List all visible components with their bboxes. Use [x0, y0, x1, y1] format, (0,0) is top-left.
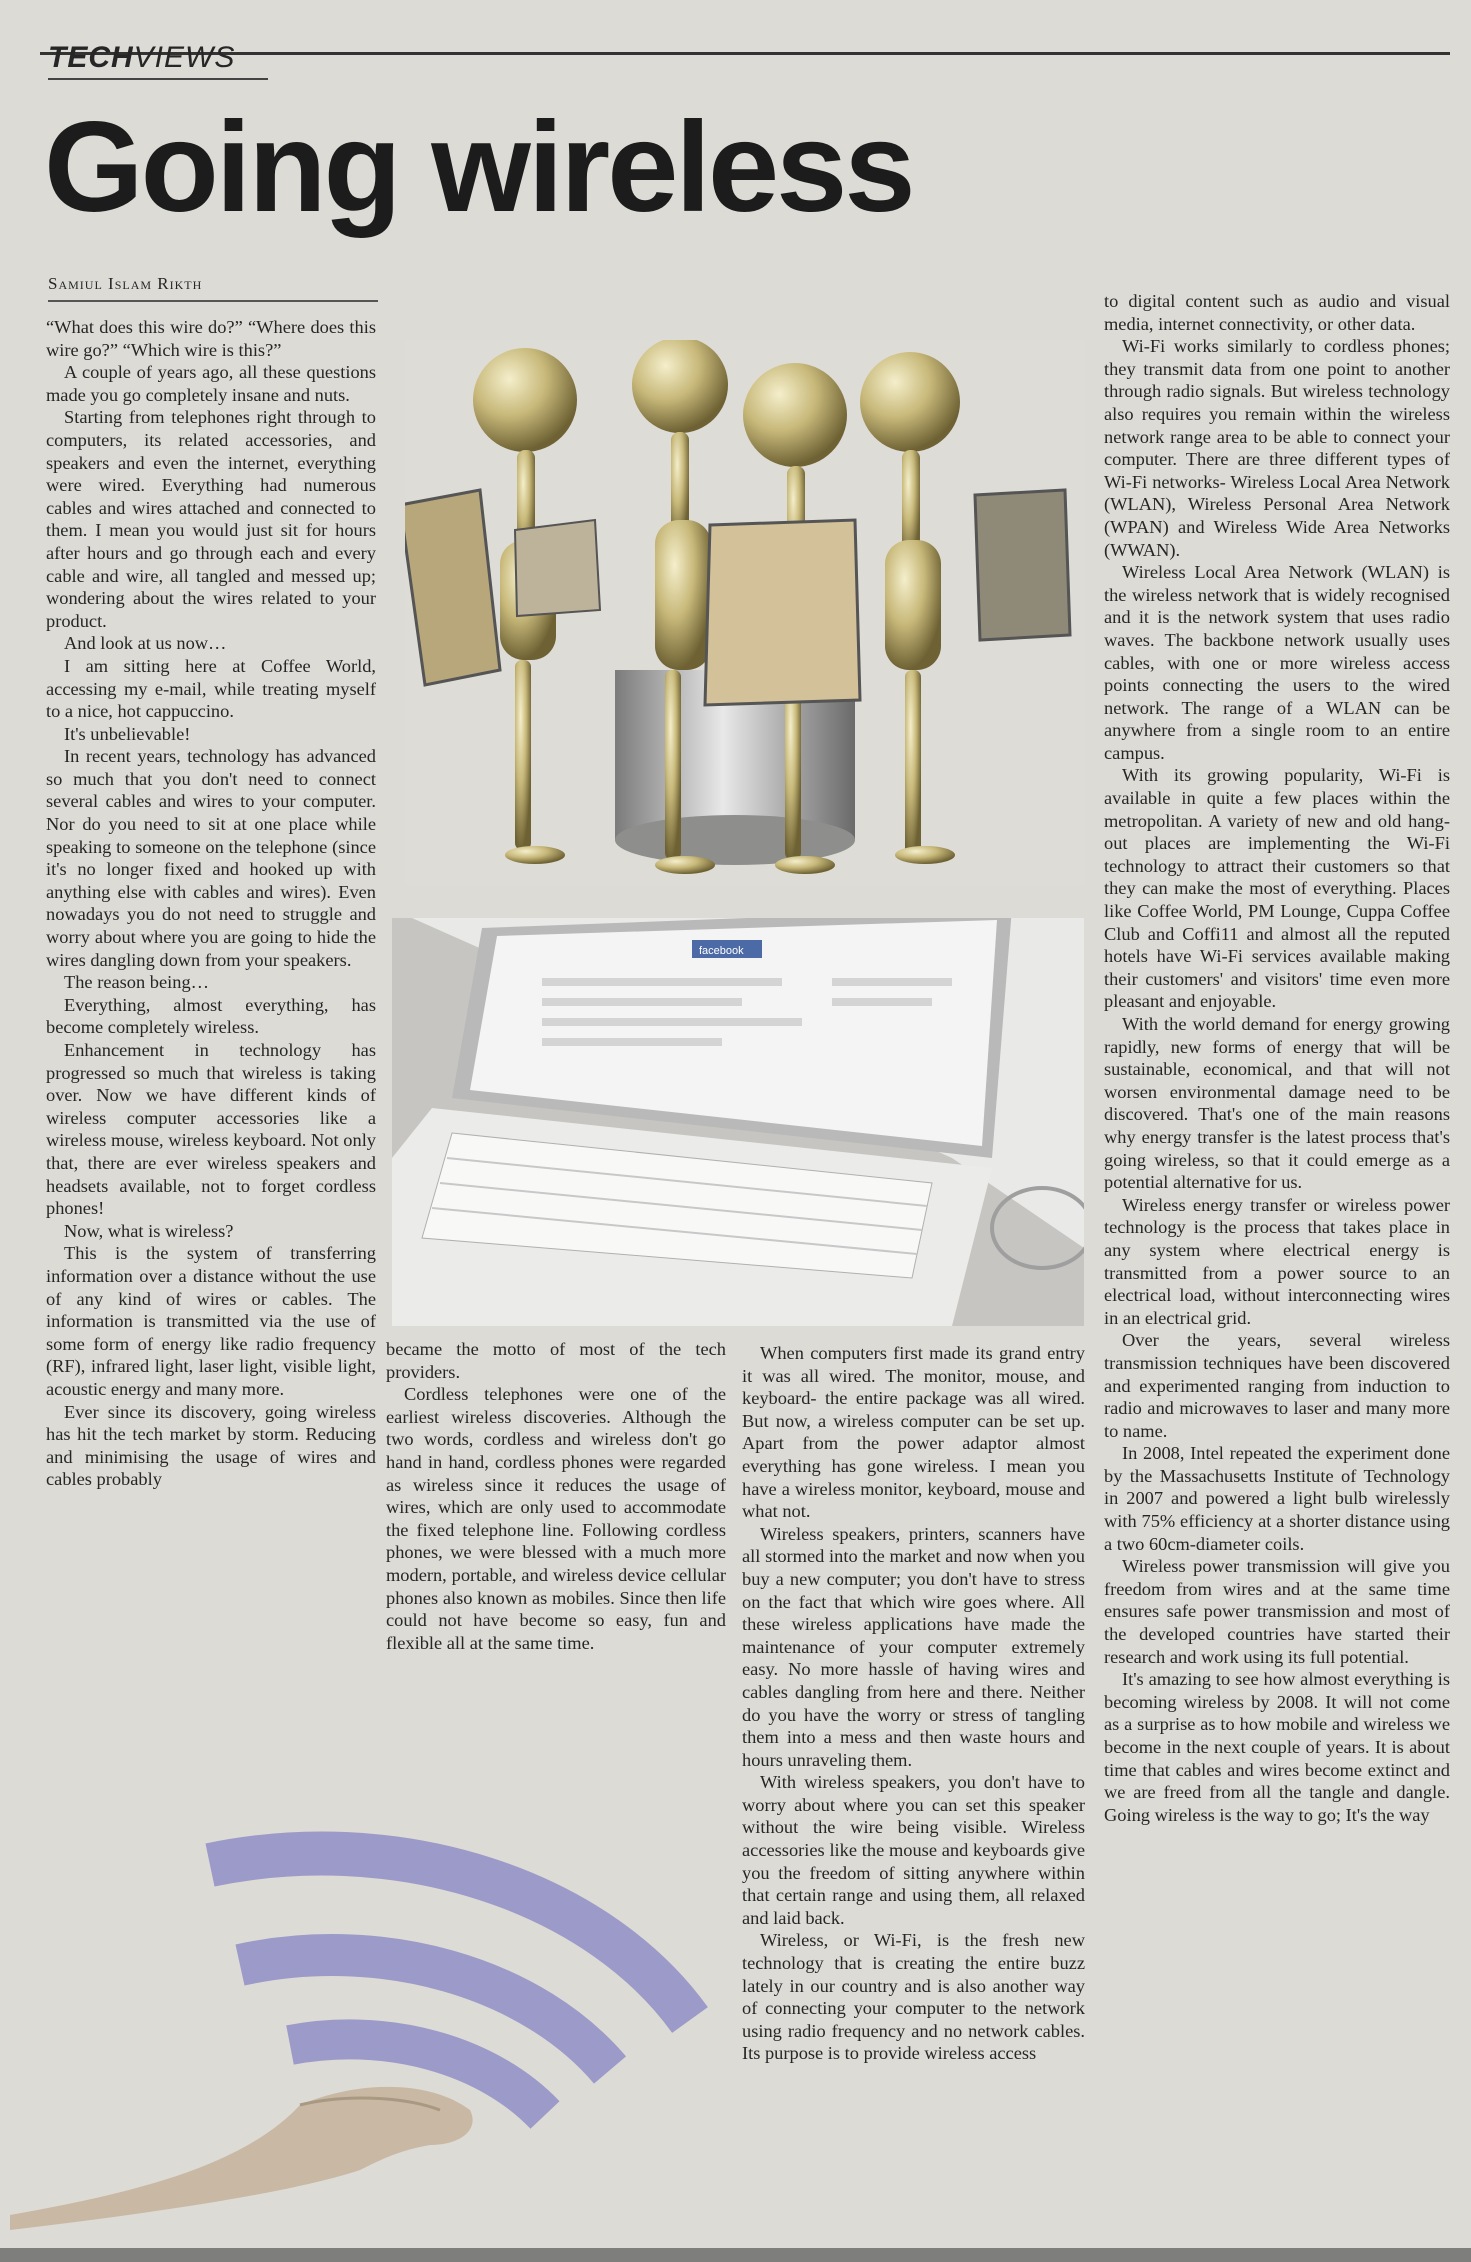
column-2 [386, 1338, 726, 1654]
paragraph: Ever since its discovery, going wireless has hit the tech market by storm. Reducing and minimising the usage of wires and cables probably [46, 1401, 376, 1490]
paragraph: Wireless Local Area Network (WLAN) is the wireless network that is widely recognised and it is the network system that uses radio waves. The backbone network usually uses cables, with one or more wireless access points connecting the users to the wired network. The range of a WLAN can be anywhere from a single room to an entire campus. [1104, 562, 1450, 763]
paragraph: Now, what is wireless? [64, 1220, 234, 1241]
laptop-photo-icon [392, 918, 1084, 1326]
laptop-screen-label: facebook [699, 945, 744, 957]
paragraph: Starting from telephones right through to computers, its related accessories, and speakers and even the internet, everything were wired. Everything had numerous cables and wires attached and connected to them. I mean you would just sit for hours after hours and go through each and every cable and wire, all tangled and messed up; wondering about the wires related to your product. [46, 407, 376, 631]
section-label-bold: TECH [48, 41, 134, 74]
paragraph: The reason being… [64, 972, 210, 993]
paragraph: With wireless speakers, you don't have to worry about where you can set this speaker without the wire being visible. Wireless accessories like the mouse and keyboards give you the freedom of sitting anywhere within that certain range and using them, all relaxed and laid back. [742, 1772, 1085, 1928]
paragraph: Over the years, several wireless transmission techniques have been discovered and experimented ranging from induction to radio and microwaves to laser and many more to name. [1104, 1330, 1450, 1441]
column-1 [46, 316, 376, 1491]
paragraph: Everything, almost everything, has become completely wireless. [46, 994, 376, 1038]
column-3 [742, 1342, 1085, 2065]
headline: Going wireless [44, 96, 913, 239]
paragraph: became the motto of most of the tech providers. [386, 1339, 726, 1382]
paragraph: In 2008, Intel repeated the experiment done by the Massachusetts Institute of Technology in 2007 and powered a light bulb wirelessly with 75% efficiency at a shorter distance using a two 60cm-diameter coils. [1104, 1443, 1450, 1554]
paragraph: With its growing popularity, Wi-Fi is available in quite a few places within the metropolitan. A variety of new and old hang-out places are implementing the Wi-Fi technology to attract their customers so that they can make the most of everything. Places like Coffee World, PM Lounge, Cuppa Coffee Club and Coffi11 and almost all the reputed hotels have Wi-Fi services available making their customers' and visitors' time even more pleasant and enjoyable. [1104, 765, 1450, 1012]
paragraph: This is the system of transferring information over a distance without the use of any kind of wires or cables. The information is transmitted via the use of some form of energy like radio frequency (RF), infrared light, laser light, visible light, acoustic energy and many more. [46, 1243, 376, 1399]
bottom-bar [0, 2248, 1471, 2262]
paragraph: to digital content such as audio and visual media, internet connectivity, or other data. [1104, 291, 1450, 334]
paragraph: Wi-Fi works similarly to cordless phones; they transmit data from one point to another through radio signals. But wireless technology also requires you remain within the wireless network range area to be able to connect your computer. There are three different types of Wi-Fi networks- Wireless Local Area Network (WLAN), Wireless Personal Area Network (WPAN) and Wireless Wide Area Networks (WWAN). [1104, 336, 1450, 560]
paragraph: Wireless speakers, printers, scanners have all stormed into the market and now when you buy a new computer; you don't have to stress on the fact that which wire goes where. All these wireless applications have made the maintenance of your computer extremely easy. No more hassle of having wires and cables dangling from here and there. Neither do you have the worry or stress of tangling them into a mess and then waste hours and hours unraveling them. [742, 1523, 1085, 1770]
column-4 [1104, 290, 1450, 1826]
paragraph: “What does this wire do?” “Where does this wire go?” “Which wire is this?” [46, 317, 376, 360]
section-label-light: VIEWS [133, 41, 236, 74]
section-underline [48, 78, 268, 80]
paragraph: I am sitting here at Coffee World, accessing my e-mail, while treating myself to a nice, hot cappuccino. [46, 655, 376, 722]
paragraph: It's unbelievable! [64, 723, 191, 744]
robots-laptops-image [405, 340, 1085, 885]
paragraph: Wireless power transmission will give you freedom from wires and at the same time ensures safe power transmission and most of the developed countries have started their research and work using its full potential. [1104, 1556, 1450, 1667]
section-label [48, 40, 235, 76]
paragraph: Wireless energy transfer or wireless power technology is the process that takes place in any system where electrical energy is transmitted from a power source to an electrical load, without interconnecting wires in an electrical grid. [1104, 1194, 1450, 1328]
paragraph: With the world demand for energy growing rapidly, new forms of energy that will be sustainable, economical, and that will not worsen environmental damage need to be discovered. That's one of the main reasons why energy transfer is the latest process that's going wireless, so that it could emerge as a potential alternative for us. [1104, 1014, 1450, 1193]
paragraph: When computers first made its grand entry it was all wired. The monitor, mouse, and keyboard- the entire package was all wired. But now, a wireless computer can be set up. Apart from the power adaptor almost everything has gone wireless. I mean you have a wireless monitor, keyboard, mouse and what not. [742, 1343, 1085, 1522]
paragraph: Enhancement in technology has progressed so much that wireless is taking over. Now we have different kinds of wireless computer accessories like a wireless mouse, wireless keyboard. Not only that, there are ever wireless speakers and headsets available, not to forget cordless phones! [46, 1040, 376, 1219]
top-rule [40, 52, 1450, 55]
byline: Samiul Islam Rikth [48, 274, 378, 302]
paragraph: Cordless telephones were one of the earliest wireless discoveries. Although the two words, cordless and wireless don't go hand in hand, cordless phones were regarded as wireless since it reduces the usage of wires, which are only used to accommodate the fixed telephone line. Following cordless phones, we were blessed with a much more modern, portable, and wireless device cellular phones also known as mobiles. Since then life could not have become so easy, fun and flexible all at the same time. [386, 1384, 726, 1653]
paragraph: And look at us now… [64, 633, 227, 654]
laptop-photo [392, 918, 1084, 1326]
wifi-hand-image [0, 1690, 740, 2235]
paragraph: A couple of years ago, all these questions made you go completely insane and nuts. [46, 362, 376, 405]
paragraph: It's amazing to see how almost everything is becoming wireless by 2008. It will not come as a surprise as to how mobile and wireless we become in the next couple of years. It is about time that cables and wires become extinct and we are freed from all the tangle and dangle. Going wireless is the way to go; It's the way [1104, 1669, 1450, 1825]
paragraph: Wireless, or Wi-Fi, is the fresh new technology that is creating the entire buzz lately in our country and is also another way of connecting your computer to the network using radio frequency and no network cables. Its purpose is to provide wireless access [742, 1930, 1085, 2064]
wifi-signal-hand-illustration-icon [0, 1690, 740, 2235]
robots-with-laptops-illustration-icon [405, 340, 1085, 885]
paragraph: In recent years, technology has advanced so much that you don't need to connect several cables and wires to your computer. Nor do you need to sit at one place while speaking to someone on the telephone (since it's no longer fixed and hooked up with anything else with cables and wires). Even nowadays you do not need to struggle and worry about where you are going to hide the wires dangling down from your speakers. [46, 746, 376, 970]
